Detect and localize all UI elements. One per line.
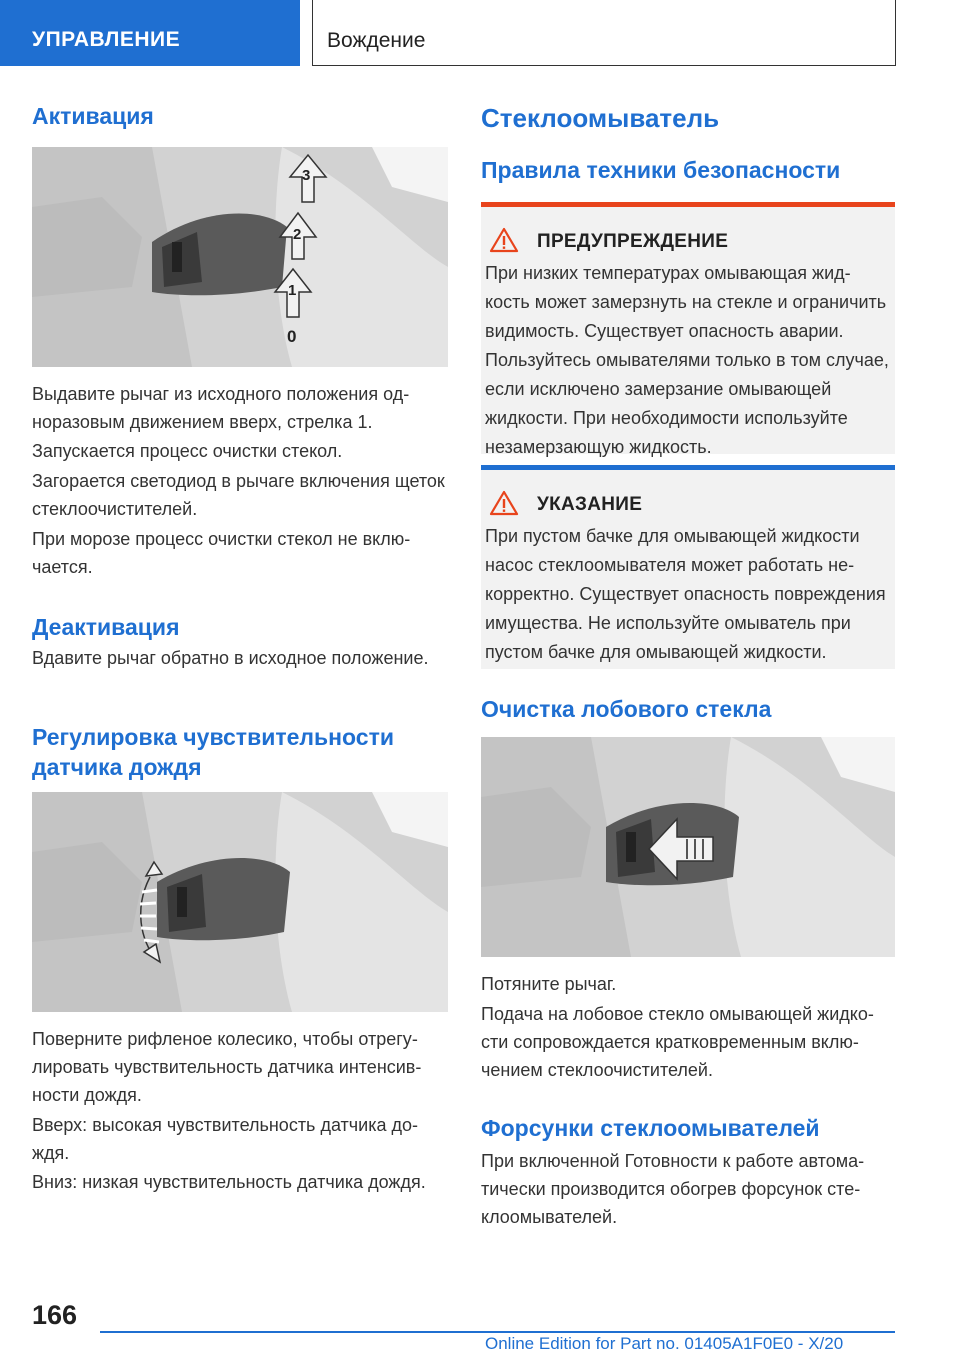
arrow-label-3: 3 xyxy=(302,167,311,184)
activation-heading: Активация xyxy=(32,103,154,129)
section-title: УПРАВЛЕНИЕ xyxy=(32,28,181,51)
arrow-label-1: 1 xyxy=(288,282,297,299)
windshield-step-1: Потяните рычаг. xyxy=(481,974,617,994)
notice-triangle-icon xyxy=(489,490,519,516)
deactivation-heading: Деактивация xyxy=(32,614,180,640)
activation-step-3: Загорается светодиод в рычаге включения щеток стеклоочистителей. xyxy=(32,471,445,519)
sensitivity-heading: Регулировка чувствительности датчика дождя xyxy=(32,724,394,780)
warning-triangle-icon xyxy=(489,227,519,253)
safety-heading: Правила техники безопасности xyxy=(481,157,841,183)
nozzles-text: При включенной Готовности к работе автоматически производится обогрев форсунок стеклоомывателей. xyxy=(481,1151,865,1227)
page-number: 166 xyxy=(32,1300,78,1330)
sensitivity-text-2: Вверх: высокая чувствительность датчика дождя. xyxy=(32,1115,419,1163)
lever-up-illustration xyxy=(32,147,448,367)
edition-note: Online Edition for Part no. 01405A1F0E0 - X/20 xyxy=(485,1334,844,1353)
note-box xyxy=(481,465,895,669)
footer-divider xyxy=(100,1331,895,1333)
section-tab xyxy=(0,0,300,66)
windshield-heading: Очистка лобового стекла xyxy=(481,696,772,722)
windshield-step-2: Подача на лобовое стекло омывающей жидкости сопровождается кратковременным включением стеклоочистителей. xyxy=(481,1004,874,1080)
washer-heading: Стеклоомыватель xyxy=(481,103,720,133)
deactivation-text: Вдавите рычаг обратно в исходное положение. xyxy=(32,648,429,668)
warning-text: При низких температурах омывающая жидкость может замерзнуть на стекле и ограничить видимость. Существует опасность аварии. Пользуйтесь омывателями только в том случае, если исключено замерзание омывающей жидкости. При необходимости используйте незамерзающую жидкость. xyxy=(485,263,889,457)
sensitivity-text-3: Вниз: низкая чувствительность датчика дождя. xyxy=(32,1172,426,1192)
note-title: УКАЗАНИЕ xyxy=(537,494,643,515)
lever-pull-illustration xyxy=(481,737,895,957)
activation-step-1: Выдавите рычаг из исходного положения одноразовым движением вверх, стрелка 1. xyxy=(32,384,410,432)
arrow-label-0: 0 xyxy=(287,327,297,346)
note-text: При пустом бачке для омывающей жидкости насос стеклоомывателя может работать некорректно. Существует опасность повреждения имущества. Не используйте омыватель при пустом бачке для омывающей жидкости. xyxy=(485,526,886,662)
nozzles-heading: Форсунки стеклоомывателей xyxy=(481,1115,820,1141)
activation-step-4: При морозе процесс очистки стекол не включается. xyxy=(32,529,411,577)
rain-sensor-wheel-illustration xyxy=(32,792,448,1012)
arrow-label-2: 2 xyxy=(293,226,302,243)
activation-step-2: Запускается процесс очистки стекол. xyxy=(32,441,343,461)
warning-title: ПРЕДУПРЕЖДЕНИЕ xyxy=(537,231,729,252)
warning-box xyxy=(481,202,895,457)
sensitivity-text-1: Поверните рифленое колесико, чтобы отрегулировать чувствительность датчика интенсивности дождя. xyxy=(32,1029,422,1105)
chapter-tab xyxy=(312,0,896,66)
chapter-title: Вождение xyxy=(327,29,426,52)
